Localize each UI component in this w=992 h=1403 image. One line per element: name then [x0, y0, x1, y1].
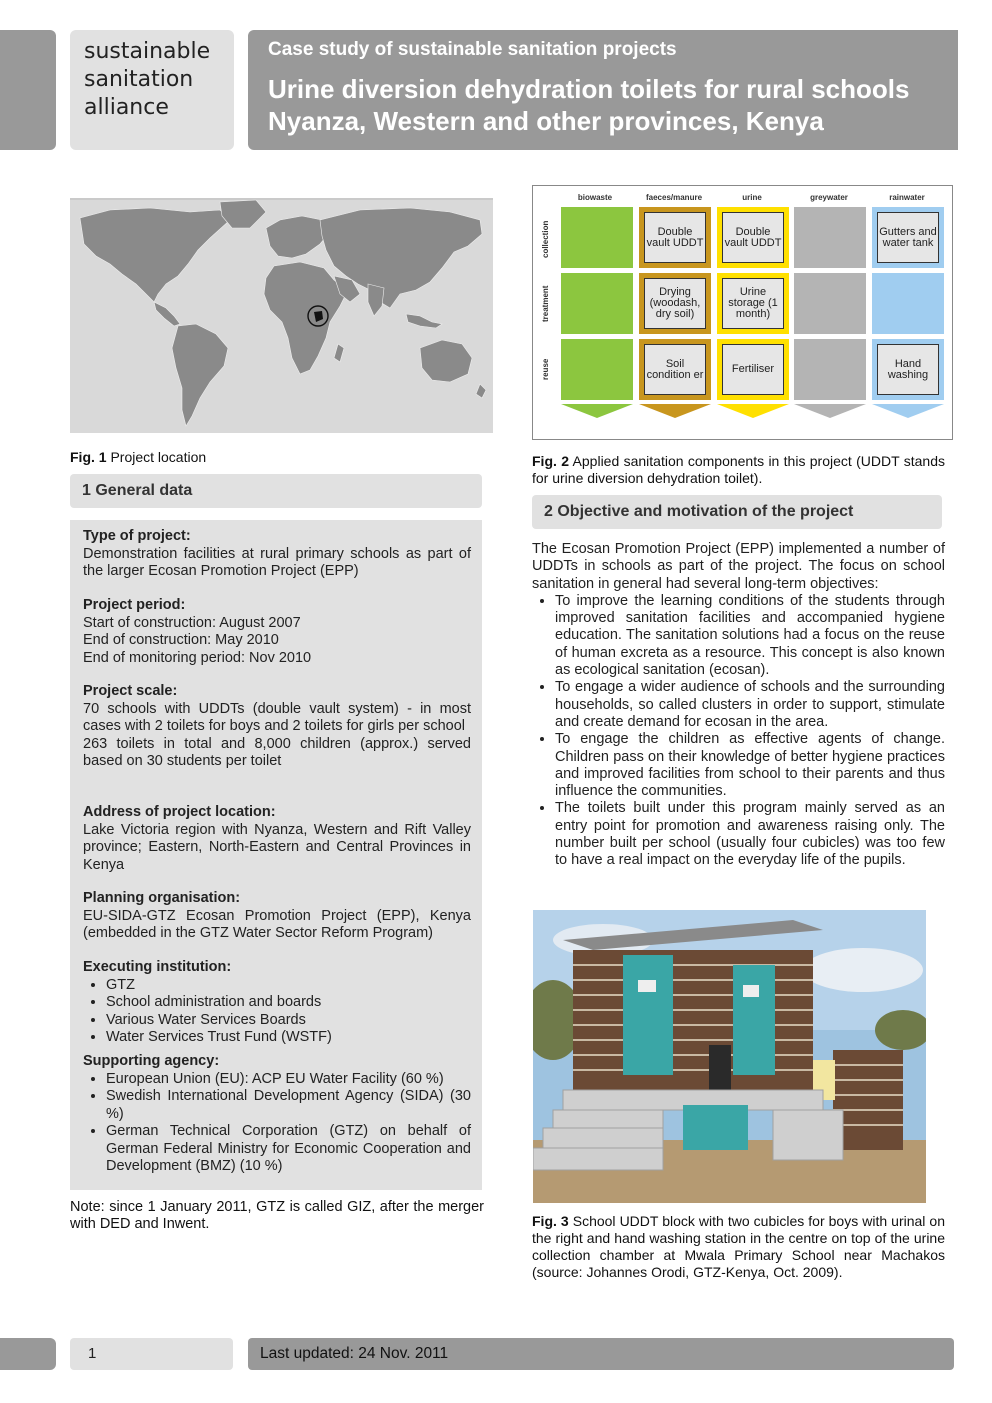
- row-header-treatment: treatment: [541, 285, 550, 322]
- column-header-biowaste: biowaste: [577, 193, 613, 202]
- flow-arrows: [559, 402, 949, 420]
- greywater-reuse-cell: [794, 339, 866, 400]
- column-header-greywater: greywater: [810, 193, 848, 202]
- list-item: • Water Services Trust Fund (WSTF): [106, 1029, 471, 1047]
- list-item: • German Technical Corporation (GTZ) on behalf of German Federal Ministry for Economic Cooperation and Development (BMZ) (10 %): [106, 1123, 471, 1176]
- list-item: • GTZ: [106, 977, 471, 995]
- gtz-giz-note: Note: since 1 January 2011, GTZ is called GIZ, after the merger with DED and Inwent.: [70, 1199, 484, 1232]
- list-item: • School administration and boards: [106, 994, 471, 1012]
- logo-text: sustainable sanitation alliance: [84, 39, 211, 120]
- biowaste-reuse-cell: [561, 339, 633, 400]
- list-item: • The toilets built under this program mainly served as an entry point for promotion and awareness raising only. The number built per school (usually four cubicles) was too few to have a real impact on the everyday life of the pupils.: [555, 800, 945, 869]
- section-general-data-heading: 1 General data: [70, 474, 482, 508]
- faeces-collection-cell: Double vault UDDT: [639, 207, 711, 268]
- list-item: • To engage a wider audience of schools and the surrounding households, so called clusters in order to support, stimulate and create demand for ecosan in the area.: [555, 679, 945, 731]
- list-item: • European Union (EU): ACP EU Water Facility (60 %): [106, 1071, 471, 1089]
- fig1-caption: Fig. 1 Project location: [70, 449, 207, 465]
- greywater-collection-cell: [794, 207, 866, 268]
- project-scale: Project scale: 70 schools with UDDTs (double vault system) - in most cases with 2 toilets for boys and 2 toilets for girls per school 263 toilets in total and 8,000 children (approx.) served based on 30 students per toilet: [83, 683, 471, 769]
- header-subtitle: Case study of sustainable sanitation projects: [268, 39, 677, 60]
- objective-text: The Ecosan Promotion Project (EPP) implemented a number of UDDTs in schools as part of the project. The focus on school sanitation in general had several long-term objectives: • To improve the learning conditions of the students through improved sanitation facilities and accompanied hygiene education. The sanitation solutions had a focus on the reuse of human excreta as a resource. This concept is also known as ecological sanitation (ecosan). • To engage a wider audience of schools and the surrounding households, so called clusters in order to support, stimulate and create demand for ecosan in the area. • To engage the children as effective agents of change. Children pass on their knowledge of better hygiene practices and improved facilities from school to their parents and thus influence the communities. • The toilets built under this program mainly served as an entry point for promotion and awareness raising only. The number built per school (usually four cubicles) was too few to have a real impact on the everyday life of the pupils.: [532, 541, 945, 870]
- urine-collection-cell: Double vault UDDT: [717, 207, 789, 268]
- biowaste-collection-cell: [561, 207, 633, 268]
- row-header-reuse: reuse: [541, 358, 550, 380]
- list-item: • Swedish International Development Agency (SIDA) (30 %): [106, 1088, 471, 1123]
- fig3-caption: Fig. 3 School UDDT block with two cubicles for boys with urinal on the right and hand washing station in the centre on top of the urine collection chamber at Mwala Primary School near Machakos (source: Johannes Orodi, GTZ-Kenya, Oct. 2009).: [532, 1213, 945, 1280]
- row-header-collection: collection: [541, 220, 550, 258]
- footer-left-bar: [0, 1338, 56, 1370]
- faeces-reuse-cell: Soil condition er: [639, 339, 711, 400]
- column-header-rainwater: rainwater: [889, 193, 925, 202]
- type-of-project: Type of project: Demonstration facilities at rural primary schools as part of the larger Ecosan Promotion Project (EPP): [83, 528, 471, 579]
- column-header-faeces: faeces/manure: [645, 193, 703, 202]
- school-uddt-photo: [533, 910, 926, 1203]
- urine-treatment-cell: Urine storage (1 month): [717, 273, 789, 334]
- supporting-agency: Supporting agency: • European Union (EU): ACP EU Water Facility (60 %) • Swedish International Development Agency (SIDA) (30 %) • German Technical Corporation (GTZ) on behalf of German Federal Ministry for Economic Cooperation and Development (BMZ) (10 %): [83, 1053, 471, 1176]
- rain-treatment-cell: [872, 273, 944, 334]
- page-number: 1: [70, 1338, 233, 1370]
- executing-institution: Executing institution: • GTZ • School administration and boards • Various Water Services Boards • Water Services Trust Fund (WSTF): [83, 959, 471, 1047]
- column-header-urine: urine: [742, 193, 762, 202]
- list-item: • To engage the children as effective agents of change. Children pass on their knowledge of better hygiene practices and improved facilities from school to their parents and thus influence the communities.: [555, 731, 945, 800]
- greywater-treatment-cell: [794, 273, 866, 334]
- project-address: Address of project location: Lake Victoria region with Nyanza, Western and Rift Valley province; Eastern, North-Eastern and Central Provinces in Kenya: [83, 804, 471, 873]
- rain-collection-cell: Gutters and water tank: [872, 207, 944, 268]
- project-period: Project period: Start of construction: August 2007 End of construction: May 2010 End of monitoring period: Nov 2010: [83, 597, 312, 666]
- header-left-bar: [0, 30, 56, 150]
- urine-reuse-cell: Fertiliser: [717, 339, 789, 400]
- page-title: Urine diversion dehydration toilets for rural schools Nyanza, Western and other provinces, Kenya: [268, 74, 910, 136]
- list-item: • To improve the learning conditions of the students through improved sanitation facilities and accompanied hygiene education. The sanitation solutions had a focus on the reuse of human excreta as a resource. This concept is also known as ecological sanitation (ecosan).: [555, 593, 945, 679]
- list-item: • Various Water Services Boards: [106, 1012, 471, 1030]
- world-map-image: [70, 198, 493, 433]
- rain-reuse-cell: Hand washing: [872, 339, 944, 400]
- planning-organisation: Planning organisation: EU-SIDA-GTZ Ecosan Promotion Project (EPP), Kenya (embedded in the GTZ Water Sector Reform Program): [83, 890, 471, 941]
- last-updated: Last updated: 24 Nov. 2011: [248, 1338, 954, 1370]
- faeces-treatment-cell: Drying (woodash, dry soil): [639, 273, 711, 334]
- section-objective-heading: 2 Objective and motivation of the project: [532, 495, 942, 529]
- fig2-caption: Fig. 2 Applied sanitation components in this project (UDDT stands for urine diversion dehydration toilet).: [532, 453, 945, 486]
- biowaste-treatment-cell: [561, 273, 633, 334]
